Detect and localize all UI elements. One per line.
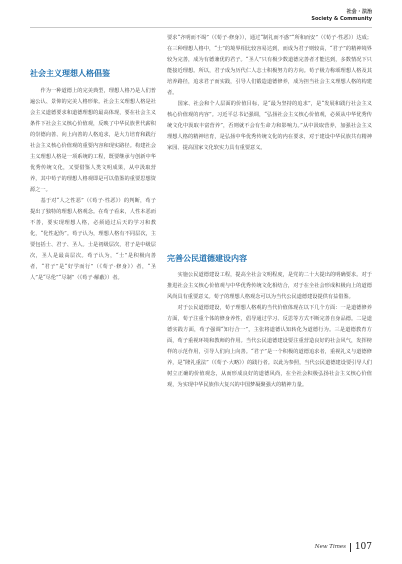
category-en: Society & Community <box>311 15 372 22</box>
left-paragraph-1: 作为一种道德上的完美典型，理想人格乃是人们普遍公认、景仰的完美人格形象。社会主义理想人格是社会主义道德要求和道德理想的最高体现，要在社会主义条件下社会主义核心价值观，反映了中华民族世代薪积的崇德向善、向上向善的人格追求，是大力培育和践行社会主义核心价值观的重要内容和现实路径。构建社会主义理想人格是一项系统的工程，既要继承与创新中华优秀传统文化，又要借鉴人类文明成果，从中汲取营养，其中荀子的理想人格观即是可以借鉴的重要思想资源之一。 <box>30 88 156 193</box>
page-number: 107 <box>354 542 372 552</box>
footer-divider <box>350 543 351 552</box>
right-paragraph-2: 国家、社会和个人层面的价值目标，是“最为坚持的追求”，是“发展和践行社会主义核心价值观的内容”。习近平总书记强调，“弘扬社会主义核心价值观，必须从中华优秀传统文化中汲取丰富营养”，否则就不会有生命力和影响力。”从中汲取营养，加强社会主义理想人格的精神培育，是弘扬中华优秀传统文化的内在要求，对于建设中华民族共有精神家园、提高国家文化软实力具有重要意义。 <box>167 101 372 151</box>
right-paragraph-3: 实施公民道德建设工程，提高全社会文明程度，是党的二十大提出的明确要求。对于推进社会主义核心价值观与中华优秀传统文化相结合，对于在全社会形成积极向上的道德风尚具有重要意义。荀子的理想人格观念可以为当代公民道德建设提供有益借鉴。 <box>167 272 372 300</box>
right-column-top-body <box>167 33 372 154</box>
header-rule <box>30 27 372 28</box>
left-column-body <box>30 86 156 284</box>
section-header <box>311 9 372 23</box>
right-paragraph-1: 要求“齐明而不竭”（《荀子·修身》），通过“制礼而不惑”“所和而安”（《荀子·性恶》）达成；在三种理想人格中，“士”的境界相比较容易达到，而成为君子则较高，“君子”的精神境界较为完善，成为有德兼优的君子。“圣人”只有极少数道德完善者才能达到，多数情况下只能接近理想。所以，君子成为历代仁人志士积极努力的方向。荀子极力称颂理想人格及其培养路径，追求君子而实践，引导人们锻造道德修养，成为担当社会主义理想人格的构建者。 <box>167 35 372 96</box>
right-column-bottom-body <box>167 270 372 391</box>
category-zh: 社会 · 法治 <box>346 9 372 15</box>
page-footer <box>315 542 372 552</box>
magazine-brand: New Times <box>314 544 347 550</box>
right-section-title: 完善公民道德建设内容 <box>167 254 247 263</box>
left-paragraph-2: 基于对“人之性恶”（《荀子·性恶》）的判断，荀子提出了独特的理想人格观念。在荀子看来，人性本恶而不善，要实现理想人格，必须通过后天的学习和教化，“化性起伪”。荀子认为，理想人格有不同层次，主要包括士、君子、圣人。士是初级层次，君子是中级层次，圣人是最高层次。荀子认为，“士”是积极向善者，“君子”是“好学而行”（《荀子·修身》）者，“圣人”是“尽伦”“尽制”（《荀子·解蔽》）者。 <box>30 198 156 281</box>
left-section-title: 社会主义理想人格倡鉴 <box>30 69 110 78</box>
right-paragraph-4: 对于公民道德建设，荀子理想人格观的当代价值体现在以下几个方面：一是道德修养方面，荀子注重个体的修身养性，倡导通过学习、反思等方式不断完善自身品德。二是道德实践方面，荀子强调“知行合一”，主张将道德认知转化为道德行为。三是道德教育方面，荀子重视环境和教师的作用。当代公民道德建设要注重营造良好的社会风气，发挥榜样的示范作用，引导人们向上向善。“君子”是一个积极的道德追求者，重视礼义与道德修养，是“隆礼重法”（《荀子·大略》）的践行者。以此为参照，当代公民道德建设要引导人们树立正确的价值观念，从而形成良好的道德风尚，在全社会积极弘扬社会主义核心价值观，为实现中华民族伟大复兴的中国梦凝聚强大的精神力量。 <box>167 305 372 388</box>
